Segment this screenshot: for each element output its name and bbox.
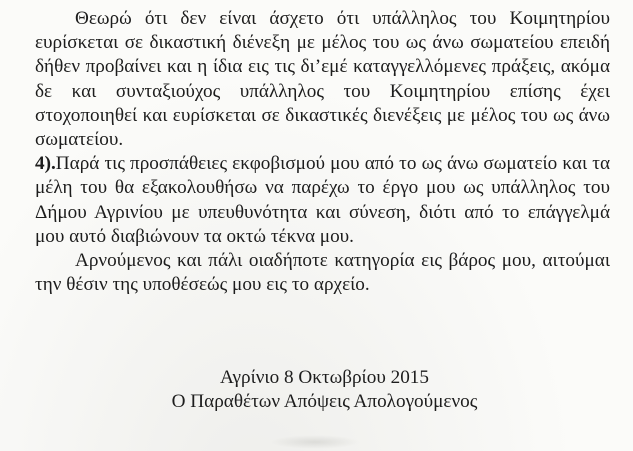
signature-date: Αγρίνιο 8 Οκτωβρίου 2015 [219, 367, 429, 388]
document-body [35, 7, 610, 297]
paragraph-2-number: 4). [35, 153, 56, 175]
paragraph-2 [35, 152, 610, 249]
paragraph-1: Θεωρώ ότι δεν είναι άσχετο ότι υπάλληλος του Κοιμητηρίου ευρίσκεται σε δικαστική διένεξη με μέλος του ως άνω σωματείου επειδή δήθεν προβαίνει και η ίδια εις τις δι’εμέ καταγγελλόμενες πράξεις, ακόμα δε και συνταξιούχος υπάλληλος του Κοιμητηρίου επίσης έχει στοχοποιηθεί και ευρίσκεται σε δικαστικές διενέξεις με μέλος του ως άνω σωματείου. [35, 8, 610, 151]
paragraph-2-text: Παρά τις προσπάθειες εκφοβισμού μου από το ως άνω σωματείο και τα μέλη του θα εξακολουθήσω να παρέχω το έργο μου ως υπάλληλος του Δήμου Αγρινίου με υπευθυνότητα και σύνεση, διότι από το επάγγελμά μου αυτό διαβιώνουν τα οκτώ τέκνα μου. [35, 153, 610, 247]
signature-role: Ο Παραθέτων Απόψεις Απολογούμενος [171, 391, 478, 412]
paper-smudge [270, 435, 360, 449]
paragraph-3: Αρνούμενος και πάλι οιαδήποτε κατηγορία εις βάρος μου, αιτούμαι την θέσιν της υποθέσεώς μου εις το αρχείο. [35, 250, 610, 296]
